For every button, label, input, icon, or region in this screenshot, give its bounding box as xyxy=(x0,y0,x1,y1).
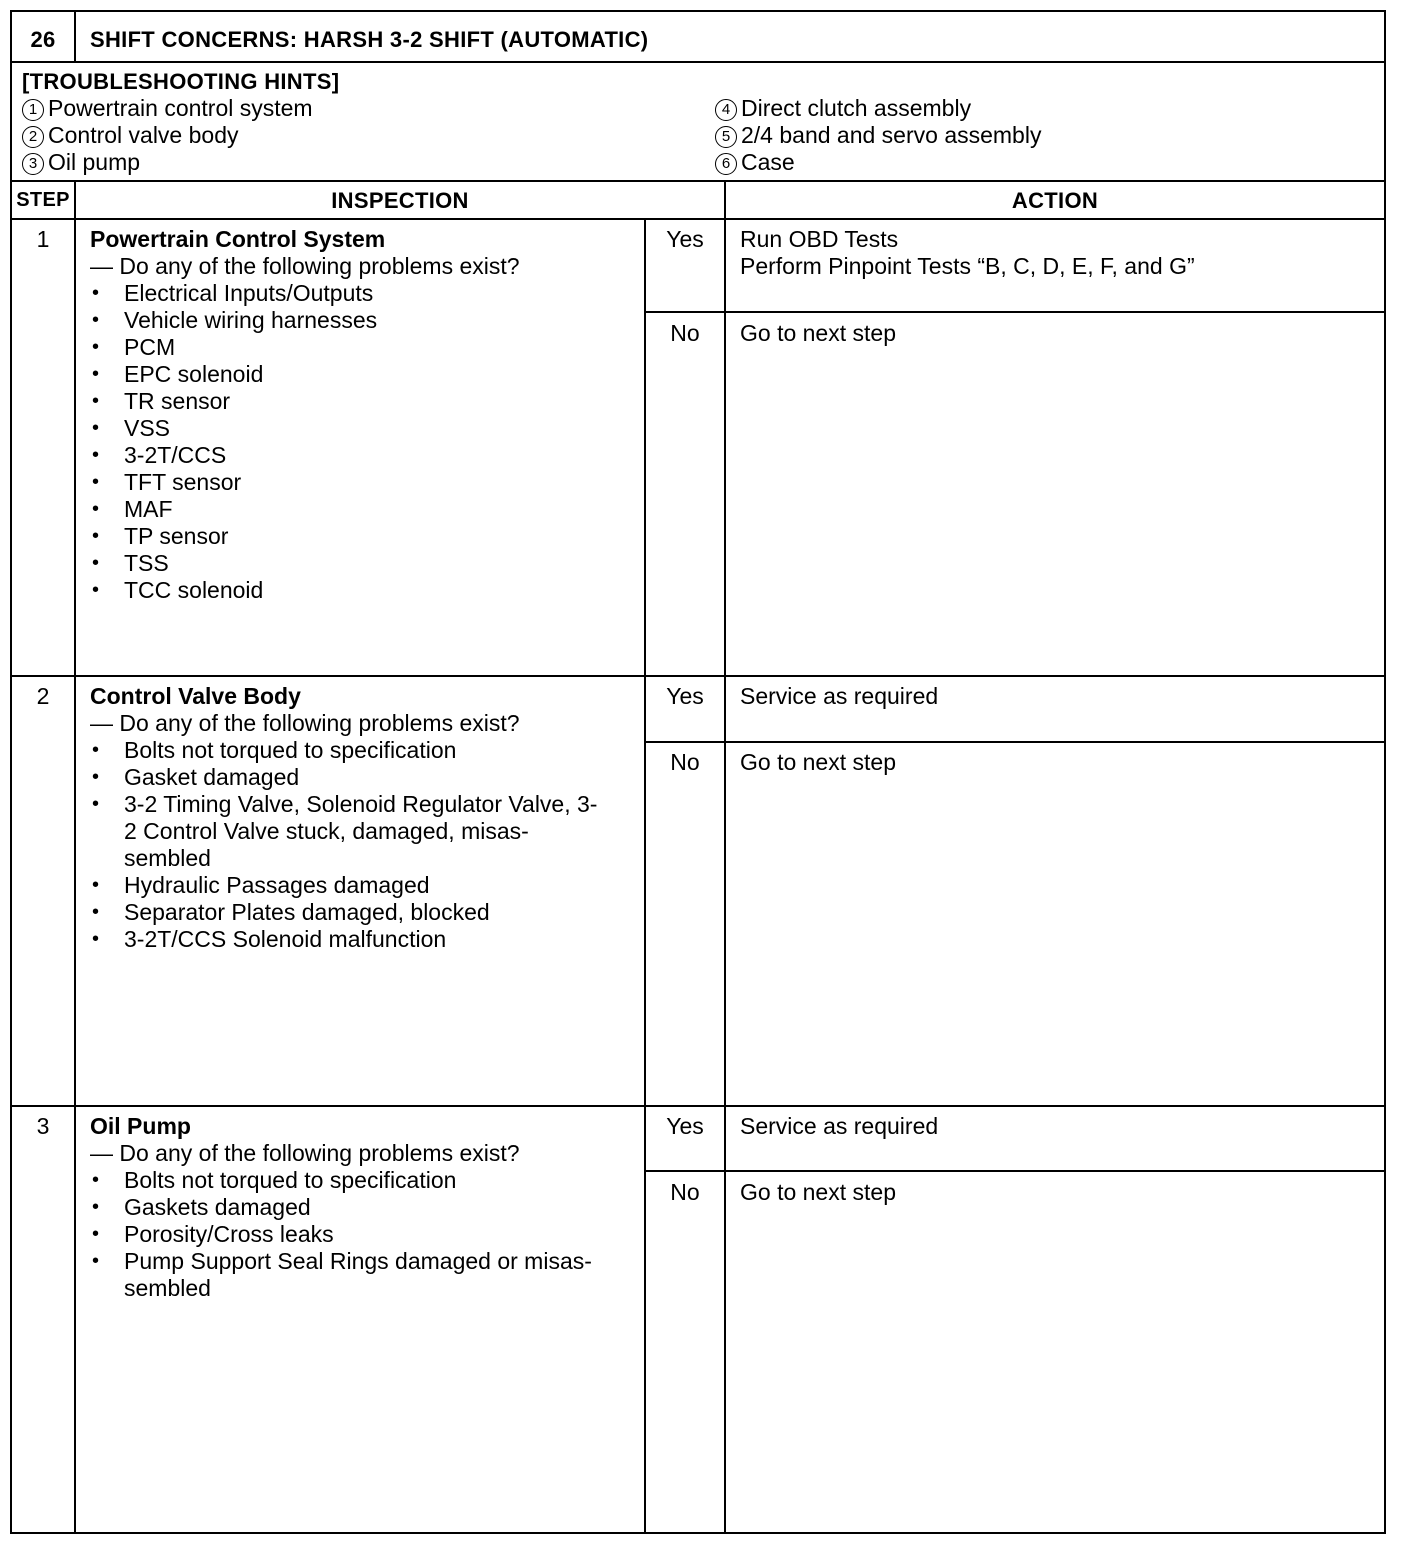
no-label: No xyxy=(670,1179,700,1205)
troubleshooting-sheet xyxy=(10,10,1386,1534)
hint-item xyxy=(22,149,140,176)
step-number: 1 xyxy=(36,226,50,252)
circled-number: 5 xyxy=(715,126,737,148)
yes-action: Perform Pinpoint Tests “B, C, D, E, F, and G” xyxy=(740,253,1195,279)
divider xyxy=(12,61,1384,63)
list-item: • 3-2T/CCS Solenoid malfunction xyxy=(90,926,638,953)
hints-title: [TROUBLESHOOTING HINTS] xyxy=(22,69,340,94)
yes-label: Yes xyxy=(666,1113,704,1139)
list-item: • EPC solenoid xyxy=(90,361,638,388)
list-item: • PCM xyxy=(90,334,638,361)
list-item: • 3-2 Timing Valve, Solenoid Regulator Valve, 3-2 Control Valve stuck, damaged, misas-sembled xyxy=(90,791,604,872)
hint-item xyxy=(22,122,239,149)
list-item: • 3-2T/CCS xyxy=(90,442,638,469)
hint-text: Powertrain control system xyxy=(48,95,313,121)
divider xyxy=(12,218,1384,220)
column-divider xyxy=(644,218,646,1534)
list-item: • TCC solenoid xyxy=(90,577,638,604)
page-title: SHIFT CONCERNS: HARSH 3-2 SHIFT (AUTOMATIC) xyxy=(90,27,649,52)
no-label: No xyxy=(670,749,700,775)
step-number: 3 xyxy=(36,1113,50,1139)
list-item: • Hydraulic Passages damaged xyxy=(90,872,638,899)
step-question: — Do any of the following problems exist? xyxy=(90,710,520,736)
divider xyxy=(644,311,1384,313)
circled-number: 3 xyxy=(22,153,44,175)
step-title: Oil Pump xyxy=(90,1113,191,1139)
hint-text: Direct clutch assembly xyxy=(741,95,972,121)
step-title: Powertrain Control System xyxy=(90,226,386,252)
no-action: Go to next step xyxy=(740,320,896,346)
hint-text: 2/4 band and servo assembly xyxy=(741,122,1042,148)
problem-list xyxy=(90,1167,638,1302)
divider xyxy=(74,12,76,62)
circled-number: 1 xyxy=(22,99,44,121)
column-divider xyxy=(74,180,76,1534)
list-item: • TSS xyxy=(90,550,638,577)
no-label: No xyxy=(670,320,700,346)
hint-text: Oil pump xyxy=(48,149,141,175)
column-header-inspection: INSPECTION xyxy=(331,188,469,213)
step-title: Control Valve Body xyxy=(90,683,301,709)
circled-number: 6 xyxy=(715,153,737,175)
hint-item xyxy=(715,149,795,176)
yes-action: Run OBD Tests xyxy=(740,226,899,252)
list-item: • Separator Plates damaged, blocked xyxy=(90,899,638,926)
divider xyxy=(12,675,1384,677)
list-item: • MAF xyxy=(90,496,638,523)
problem-list xyxy=(90,280,638,604)
list-item: • Gaskets damaged xyxy=(90,1194,638,1221)
list-item: • Electrical Inputs/Outputs xyxy=(90,280,638,307)
list-item: • TR sensor xyxy=(90,388,638,415)
step-question: — Do any of the following problems exist? xyxy=(90,253,520,279)
list-item: • VSS xyxy=(90,415,638,442)
list-item: • Porosity/Cross leaks xyxy=(90,1221,638,1248)
divider xyxy=(12,1105,1384,1107)
hint-text: Control valve body xyxy=(48,122,239,148)
list-item: • Bolts not torqued to specification xyxy=(90,737,638,764)
divider xyxy=(644,1170,1384,1172)
hint-item xyxy=(715,95,971,122)
list-item: • Bolts not torqued to specification xyxy=(90,1167,638,1194)
column-header-action: ACTION xyxy=(1011,188,1099,213)
problem-list xyxy=(90,737,638,953)
section-number: 26 xyxy=(30,27,56,52)
list-item: • Pump Support Seal Rings damaged or misas-sembled xyxy=(90,1248,624,1302)
no-action: Go to next step xyxy=(740,1179,896,1205)
yes-label: Yes xyxy=(666,683,704,709)
list-item: • Gasket damaged xyxy=(90,764,638,791)
divider xyxy=(12,180,1384,182)
hint-item xyxy=(22,95,313,122)
list-item: • Vehicle wiring harnesses xyxy=(90,307,638,334)
list-item: • TP sensor xyxy=(90,523,638,550)
yes-label: Yes xyxy=(666,226,704,252)
divider xyxy=(644,741,1384,743)
circled-number: 4 xyxy=(715,99,737,121)
yes-action: Service as required xyxy=(740,1113,939,1139)
column-divider xyxy=(724,180,726,1534)
hint-item xyxy=(715,122,1041,149)
hint-text: Case xyxy=(741,149,795,175)
column-header-step: STEP xyxy=(16,189,70,211)
circled-number: 2 xyxy=(22,126,44,148)
list-item: • TFT sensor xyxy=(90,469,638,496)
step-number: 2 xyxy=(36,683,50,709)
no-action: Go to next step xyxy=(740,749,896,775)
step-question: — Do any of the following problems exist? xyxy=(90,1140,520,1166)
yes-action: Service as required xyxy=(740,683,939,709)
